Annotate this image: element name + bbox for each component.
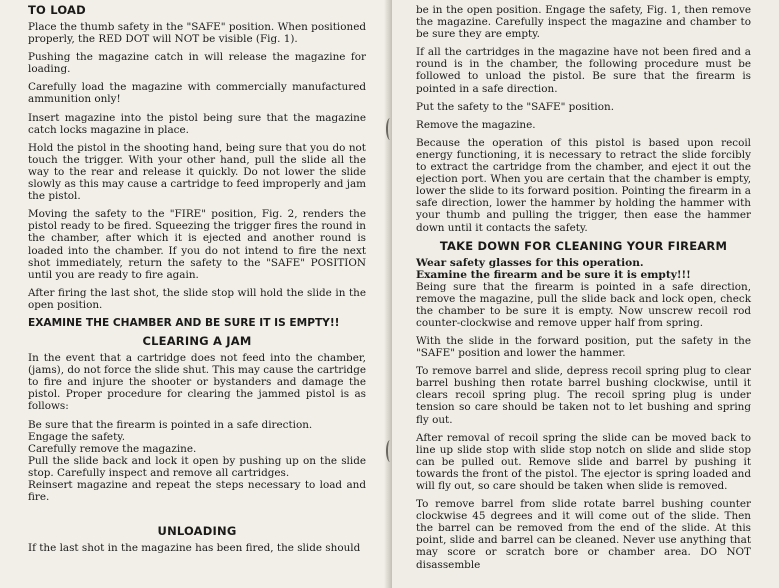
unloading-heading: UNLOADING bbox=[157, 524, 237, 539]
paragraph: Moving the safety to the "FIRE" position, Fig. 2, renders the pistol ready to be fired. Squeezing the trigger fires the round in the chamber, after which it is ejected and another round is loaded into the chamber. If you do not intend to fire the next shot immediately, return the safety to the "SAFE" POSITION until you are ready to fire again. bbox=[28, 208, 366, 281]
list-item: Carefully remove the magazine. bbox=[28, 442, 197, 455]
paragraph: Put the safety to the "SAFE" position. bbox=[416, 100, 614, 113]
empty-check-note: Examine the firearm and be sure it is empty!!! bbox=[416, 268, 691, 281]
right-page bbox=[392, 0, 779, 588]
paragraph: After firing the last shot, the slide stop will hold the slide in the open position. bbox=[28, 286, 366, 311]
takedown-heading: TAKE DOWN FOR CLEANING YOUR FIREARM bbox=[439, 238, 728, 253]
paragraph: Carefully load the magazine with commercially manufactured ammunition only! bbox=[28, 81, 366, 106]
paragraph: Being sure that the firearm is pointed in a safe direction, remove the magazine, pull the slide back and lock open, check the chamber to be sure it is empty. Now unscrew recoil rod counter-clockwise and remove upper half from spring. bbox=[416, 280, 751, 329]
list-item: Engage the safety. bbox=[28, 430, 126, 443]
paragraph: Because the operation of this pistol is based upon recoil energy functioning, it is necessary to retract the slide forcibly to extract the cartridge from the chamber, and eject it out the ejection port. When you are certain that the chamber is empty, lower the slide to its forward position. Pointing the firearm in a safe direction, lower the hammer by holding the hammer with your thumb and pulling the trigger, then ease the hammer down until it contacts the safety. bbox=[416, 136, 751, 234]
list-item: Be sure that the firearm is pointed in a safe direction. bbox=[28, 418, 313, 431]
list-item: Reinsert magazine and repeat the steps necessary to load and fire. bbox=[28, 479, 366, 504]
safety-glasses-note: Wear safety glasses for this operation. bbox=[416, 256, 644, 269]
clearing-jam-heading: CLEARING A JAM bbox=[142, 334, 252, 349]
jam-steps-list bbox=[28, 419, 366, 504]
paragraph: Remove the magazine. bbox=[416, 118, 536, 131]
paragraph: Pushing the magazine catch in will release the magazine for loading. bbox=[28, 51, 366, 76]
paragraph: To remove barrel from slide rotate barrel bushing counter clockwise 45 degrees and it will come out of the slide. Then the barrel can be removed from the end of the slide. At this point, slide and barrel can be cleaned. Never use anything that may score or scratch bore or chamber area. DO NOT disassemble bbox=[416, 498, 751, 571]
paragraph: In the event that a cartridge does not feed into the chamber, (jams), do not force the slide shut. This may cause the cartridge to fire and injure the shooter or bystanders and damage the pistol. Proper procedure for clearing the jammed pistol is as follows: bbox=[28, 352, 366, 413]
paragraph: If the last shot in the magazine has been fired, the slide should bbox=[28, 542, 361, 555]
paragraph: If all the cartridges in the magazine have not been fired and a round is in the chamber, the following procedure must be followed to unload the pistol. Be sure that the firearm is pointed in a safe direction. bbox=[416, 46, 751, 95]
paragraph: be in the open position. Engage the safety, Fig. 1, then remove the magazine. Carefully inspect the magazine and chamber to be sure they are empty. bbox=[416, 4, 751, 41]
empty-chamber-warning: EXAMINE THE CHAMBER AND BE SURE IT IS EMPTY!! bbox=[28, 316, 340, 329]
paragraph: With the slide in the forward position, put the safety in the "SAFE" position and lower the hammer. bbox=[416, 334, 751, 360]
paragraph: Place the thumb safety in the "SAFE" position. When positioned properly, the RED DOT will NOT be visible (Fig. 1). bbox=[28, 21, 366, 46]
to-load-heading: TO LOAD bbox=[28, 3, 86, 17]
paragraph: After removal of recoil spring the slide can be moved back to line up slide stop with slide stop notch on slide and slide stop can be pulled out. Remove slide and barrel by pushing it towards the front of the pistol. The ejector is spring loaded and will fly out, so care should be taken when slide is removed. bbox=[416, 431, 751, 492]
list-item: Pull the slide back and lock it open by pushing up on the slide stop. Carefully inspect and remove all cartridges. bbox=[28, 454, 366, 479]
paragraph: To remove barrel and slide, depress recoil spring plug to clear barrel bushing then rotate barrel bushing clockwise, until it clears recoil spring plug. The recoil spring plug is under tension so care should be taken not to let bushing and spring fly out. bbox=[416, 365, 751, 426]
paragraph: Hold the pistol in the shooting hand, being sure that you do not touch the trigger. With your other hand, pull the slide all the way to the rear and release it quickly. Do not lower the slide slowly as this may cause a cartridge to feed improperly and jam the pistol. bbox=[28, 141, 366, 203]
paragraph: Insert magazine into the pistol being sure that the magazine catch locks magazine in place. bbox=[28, 111, 366, 136]
